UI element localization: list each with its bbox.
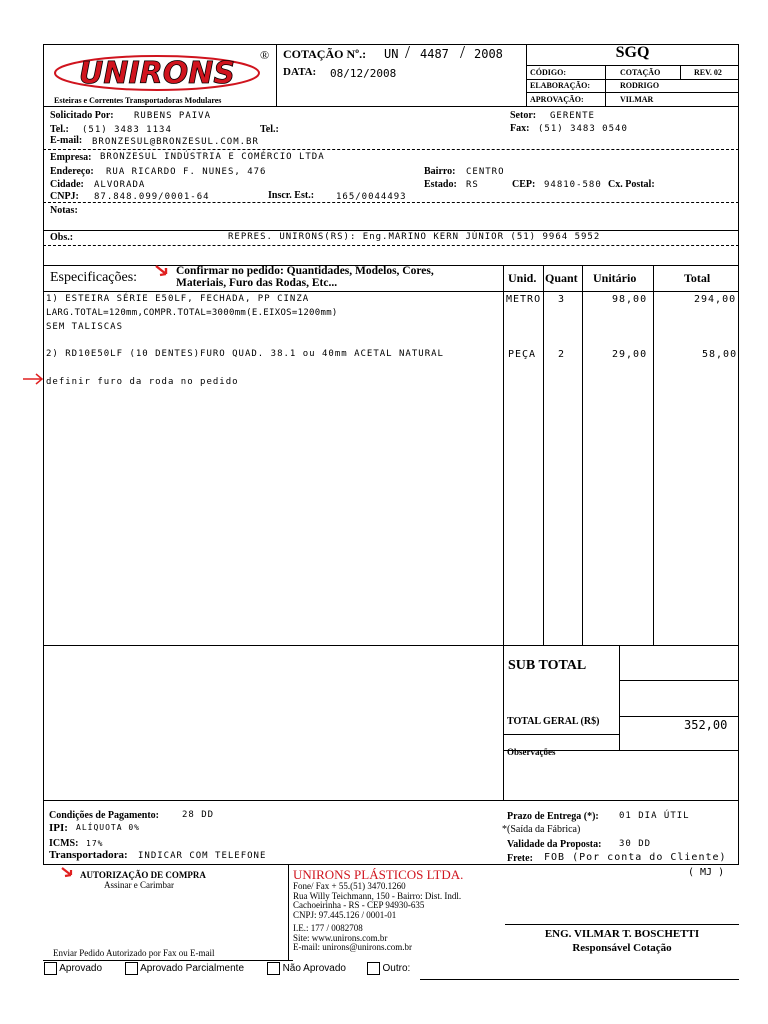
item-1-line3: SEM TALISCAS <box>46 322 124 332</box>
prazo-value: 01 DIA ÚTIL <box>619 811 690 821</box>
col-unitario: Unitário <box>593 271 637 285</box>
quote-number: 4487 <box>420 47 449 61</box>
transportadora-label: Transportadora: <box>49 849 128 861</box>
ipi-label: IPI: <box>49 822 68 834</box>
logo-text: UNIRONS <box>79 56 235 91</box>
logo-swoosh-icon <box>52 50 262 94</box>
red-arrow-icon <box>154 264 172 280</box>
checkbox-outro[interactable] <box>367 962 380 975</box>
tel-value: (51) 3483 1134 <box>82 125 172 135</box>
logo-subtitle: Esteiras e Correntes Transportadoras Modulares <box>54 96 222 105</box>
transportadora-value: INDICAR COM TELEFONE <box>138 851 267 861</box>
quote-year: 2008 <box>474 47 503 61</box>
address-line-3: Cachoeirinha - RS - CEP 94930-635 <box>293 900 425 910</box>
estado-label: Estado: <box>424 179 457 190</box>
elaboracao-value: RODRIGO <box>620 81 660 90</box>
observacoes-label: Observações <box>507 747 556 757</box>
cep-value: 94810-580 <box>544 180 602 190</box>
endereco-value: RUA RICARDO F. NUNES, 476 <box>106 167 267 177</box>
prazo-label: Prazo de Entrega (*): <box>507 811 599 822</box>
setor-label: Setor: <box>510 110 537 121</box>
checkbox-aprovado-label: Aprovado <box>59 963 103 975</box>
company-logo <box>52 50 262 94</box>
tel-label: Tel.: <box>50 124 69 135</box>
pagamento-value: 28 DD <box>182 810 215 820</box>
frete-value: FOB (Por conta do Cliente) <box>544 852 727 863</box>
col-unid: Unid. <box>508 271 537 285</box>
frete-label: Frete: <box>507 853 533 864</box>
item-1-line2: LARG.TOTAL=120mm,COMPR.TOTAL=3000mm(E.EIXOS=1200mm) <box>46 308 338 318</box>
spec-title: Especificações: <box>50 270 138 285</box>
spec-note-line1: Confirmar no pedido: Quantidades, Modelos, Cores, <box>176 265 434 277</box>
signer-name: ENG. VILMAR T. BOSCHETTI <box>544 928 700 940</box>
notas-label: Notas: <box>50 205 78 216</box>
checkbox-nao-aprovado-label: Não Aprovado <box>282 963 346 975</box>
solicitado-label: Solicitado Por: <box>50 110 114 121</box>
checkbox-row <box>44 962 410 975</box>
endereco-label: Endereço: <box>50 166 94 177</box>
item-1-unid: METRO <box>506 294 542 305</box>
quote-slash-1: / <box>405 42 411 62</box>
icms-value: 17% <box>86 839 104 848</box>
address-line-2: Rua Willy Teichmann, 150 - Bairro: Dist. Indl. <box>293 890 462 901</box>
validade-label: Validade da Proposta: <box>507 839 602 850</box>
company-name: UNIRONS PLÁSTICOS LTDA. <box>293 867 464 882</box>
email-label: E-mail: <box>50 135 83 146</box>
date-value: 08/12/2008 <box>330 67 397 80</box>
cep-label: CEP: <box>512 179 536 190</box>
fax-label: Fax: <box>510 123 530 134</box>
pagamento-label: Condições de Pagamento: <box>49 810 159 821</box>
red-arrow-small-icon <box>60 866 76 880</box>
right-arrow-icon <box>22 373 44 385</box>
estado-value: RS <box>466 180 479 190</box>
address-line-6: Site: www.unirons.com.br <box>293 932 388 943</box>
extra-note: definir furo da roda no pedido <box>46 377 239 387</box>
aprovacao-label: APROVAÇÃO: <box>530 95 584 104</box>
empresa-value: BRONZESUL INDÚSTRIA E COMÉRCIO LTDA <box>100 152 325 162</box>
fax-value: (51) 3483 0540 <box>538 124 628 134</box>
saida-note: *(Saída da Fábrica) <box>502 824 581 835</box>
item-1-quant: 3 <box>558 294 566 305</box>
cidade-value: ALVORADA <box>94 180 146 190</box>
address-line-5: I.E.: 177 / 0082708 <box>293 923 363 933</box>
spec-note-line2: Materiais, Furo das Rodas, Etc... <box>176 277 338 289</box>
signer-role: Responsável Cotação <box>572 942 672 954</box>
icms-label: ICMS: <box>49 838 79 849</box>
obs-value: REPRES. UNIRONS(RS): Eng.MARINO KERN JÚNIOR (51) 9964 5952 <box>228 232 601 242</box>
obs-label: Obs.: <box>50 232 74 243</box>
bairro-value: CENTRO <box>466 167 505 177</box>
cnpj-value: 87.848.099/0001-64 <box>94 192 210 202</box>
ipi-value: ALÍQUOTA 0% <box>76 823 140 832</box>
col-quant: Quant <box>545 271 578 285</box>
item-2-quant: 2 <box>558 349 566 360</box>
initials: ( MJ ) <box>688 867 725 878</box>
tel2-label: Tel.: <box>260 124 279 135</box>
company-address <box>293 882 461 953</box>
item-2-total: 58,00 <box>702 349 738 360</box>
checkbox-aprovado-parcial[interactable] <box>125 962 138 975</box>
solicitado-value: RUBENS PAIVA <box>134 111 212 121</box>
date-label: DATA: <box>283 66 317 78</box>
subtotal-label: SUB TOTAL <box>508 658 587 673</box>
item-1-total: 294,00 <box>694 294 737 305</box>
autorizacao-label: AUTORIZAÇÃO DE COMPRA <box>80 870 206 880</box>
checkbox-aprovado[interactable] <box>44 962 57 975</box>
checkbox-outro-label: Outro: <box>382 963 411 975</box>
outro-line <box>420 979 739 980</box>
codigo-label: CÓDIGO: <box>530 68 566 77</box>
enviar-label: Enviar Pedido Autorizado por Fax ou E-mail <box>53 948 215 958</box>
item-2-unid: PEÇA <box>508 349 537 360</box>
col-total: Total <box>684 271 711 285</box>
checkbox-aprovado-parcial-label: Aprovado Parcialmente <box>140 963 245 975</box>
quote-slash-2: / <box>460 42 466 62</box>
quote-label: COTAÇÃO Nº.: <box>283 47 367 61</box>
email-value: BRONZESUL@BRONZESUL.COM.BR <box>92 137 259 147</box>
total-geral-label: TOTAL GERAL (R$) <box>507 716 600 727</box>
subtotal-box <box>619 645 739 750</box>
elaboracao-label: ELABORAÇÃO: <box>530 81 591 90</box>
inscr-label: Inscr. Est.: <box>268 190 315 201</box>
registered-mark: ® <box>260 48 270 62</box>
revision: REV. 02 <box>694 68 722 77</box>
address-line-4: CNPJ: 97.445.126 / 0001-01 <box>293 909 397 920</box>
checkbox-nao-aprovado[interactable] <box>267 962 280 975</box>
cidade-label: Cidade: <box>50 179 84 190</box>
cxpostal-label: Cx. Postal: <box>608 179 655 190</box>
aprovacao-value: VILMAR <box>620 95 654 104</box>
item-1-unit: 98,00 <box>612 294 648 305</box>
validade-value: 30 DD <box>619 839 652 849</box>
address-line-7: E-mail: unirons@unirons.com.br <box>293 942 413 952</box>
empresa-label: Empresa: <box>50 152 92 163</box>
item-2-line1: 2) RD10E50LF (10 DENTES)FURO QUAD. 38.1 ou 40mm ACETAL NATURAL <box>46 349 444 359</box>
inscr-value: 165/0044493 <box>336 192 407 202</box>
setor-value: GERENTE <box>550 111 595 121</box>
item-1-line1: 1) ESTEIRA SÉRIE E50LF, FECHADA, PP CINZA <box>46 294 310 304</box>
bairro-label: Bairro: <box>424 166 456 177</box>
codigo-value: COTAÇÃO <box>620 68 661 77</box>
sgq-title: SGQ <box>615 44 650 61</box>
item-2-unit: 29,00 <box>612 349 648 360</box>
address-line-1: Fone/ Fax + 55.(51) 3470.1260 <box>293 881 406 891</box>
quote-prefix: UN <box>384 47 399 61</box>
total-geral-value: 352,00 <box>684 718 728 732</box>
cnpj-label: CNPJ: <box>50 191 79 202</box>
assinar-label: Assinar e Carimbar <box>104 880 174 890</box>
